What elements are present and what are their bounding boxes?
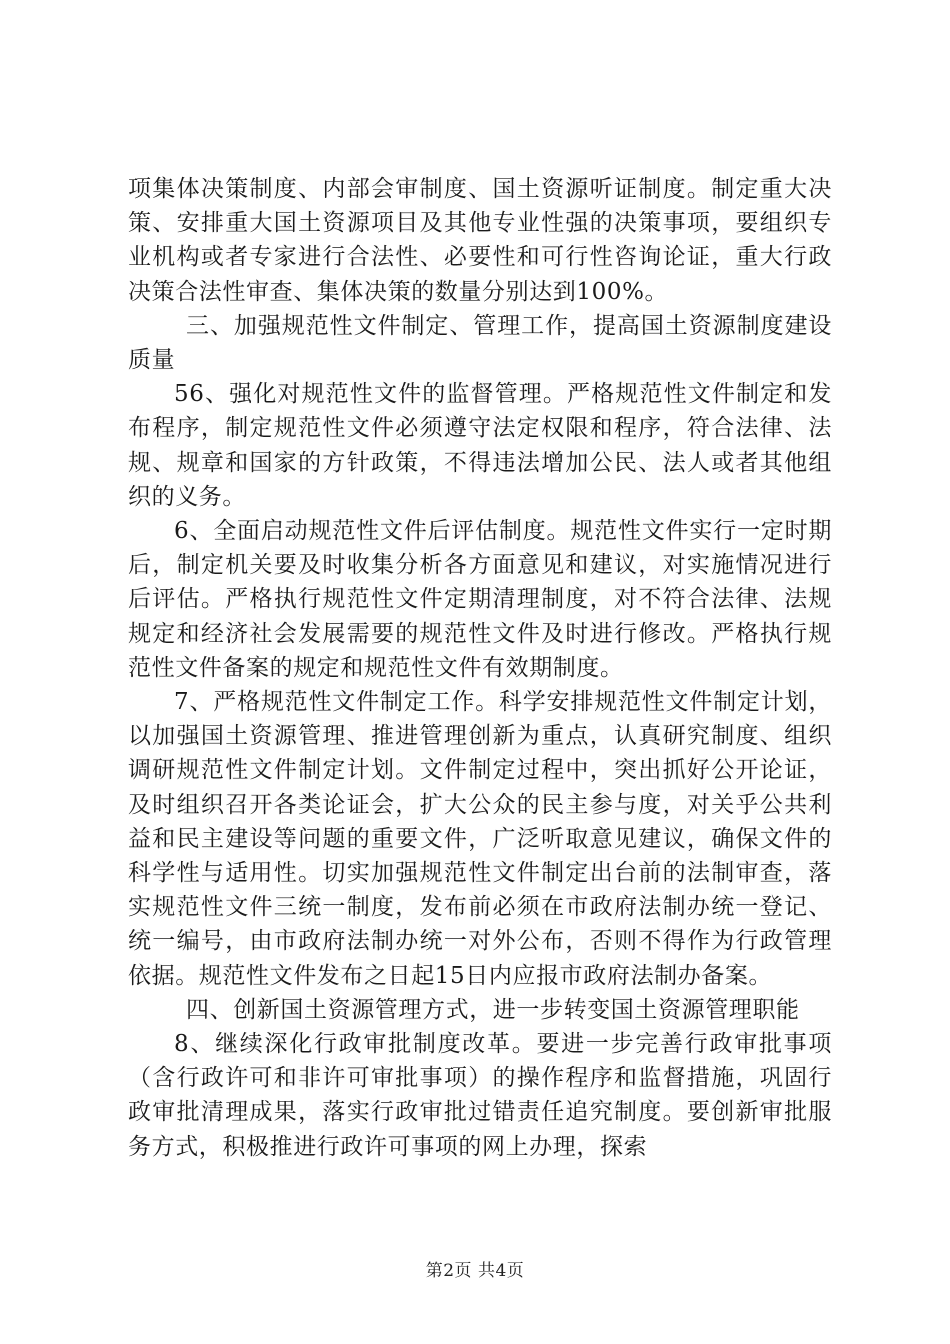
paragraph-item-8: 8、继续深化行政审批制度改革。要进一步完善行政审批事项（含行政许可和非许可审批事项）的操作程序和监督措施，巩固行政审批清理成果，落实行政审批过错责任追究制度。要创新审批服务方式，积极推进行政许可事项的网上办理，探索 <box>128 1031 832 1160</box>
paragraph-item-56: 56、强化对规范性文件的监督管理。严格规范性文件制定和发布程序，制定规范性文件必须遵守法定权限和程序，符合法律、法规、规章和国家的方针政策，不得违法增加公民、法人或者其他组织的义务。 <box>128 381 832 510</box>
document-body <box>128 172 832 1164</box>
section-heading-3: 三、加强规范性文件制定、管理工作，提高国土资源制度建设质量 <box>128 312 832 374</box>
paragraph-item-6: 6、全面启动规范性文件后评估制度。规范性文件实行一定时期后，制定机关要及时收集分析各方面意见和建议，对实施情况进行后评估。严格执行规范性文件定期清理制度，对不符合法律、法规规定和经济社会发展需要的规范性文件及时进行修改。严格执行规范性文件备案的规定和规范性文件有效期制度。 <box>128 518 832 681</box>
paragraph-continuation: 项集体决策制度、内部会审制度、国土资源听证制度。制定重大决策、安排重大国土资源项目及其他专业性强的决策事项，要组织专业机构或者专家进行合法性、必要性和可行性咨询论证，重大行政决策合法性审查、集体决策的数量分别达到100%。 <box>128 176 832 305</box>
page-number-footer: 第2页 共4页 <box>425 1261 525 1281</box>
section-heading-4: 四、创新国土资源管理方式，进一步转变国土资源管理职能 <box>186 996 800 1023</box>
paragraph-item-7: 7、严格规范性文件制定工作。科学安排规范性文件制定计划，以加强国土资源管理、推进管理创新为重点，认真研究制度、组织调研规范性文件制定计划。文件制定过程中，突出抓好公开论证，及时组织召开各类论证会，扩大公众的民主参与度，对关乎公共利益和民主建设等问题的重要文件，广泛听取意见建议，确保文件的科学性与适用性。切实加强规范性文件制定出台前的法制审查，落实规范性文件三统一制度，发布前必须在市政府法制办统一登记、统一编号，由市政府法制办统一对外公布，否则不得作为行政管理依据。规范性文件发布之日起15日内应报市政府法制办备案。 <box>128 689 832 989</box>
